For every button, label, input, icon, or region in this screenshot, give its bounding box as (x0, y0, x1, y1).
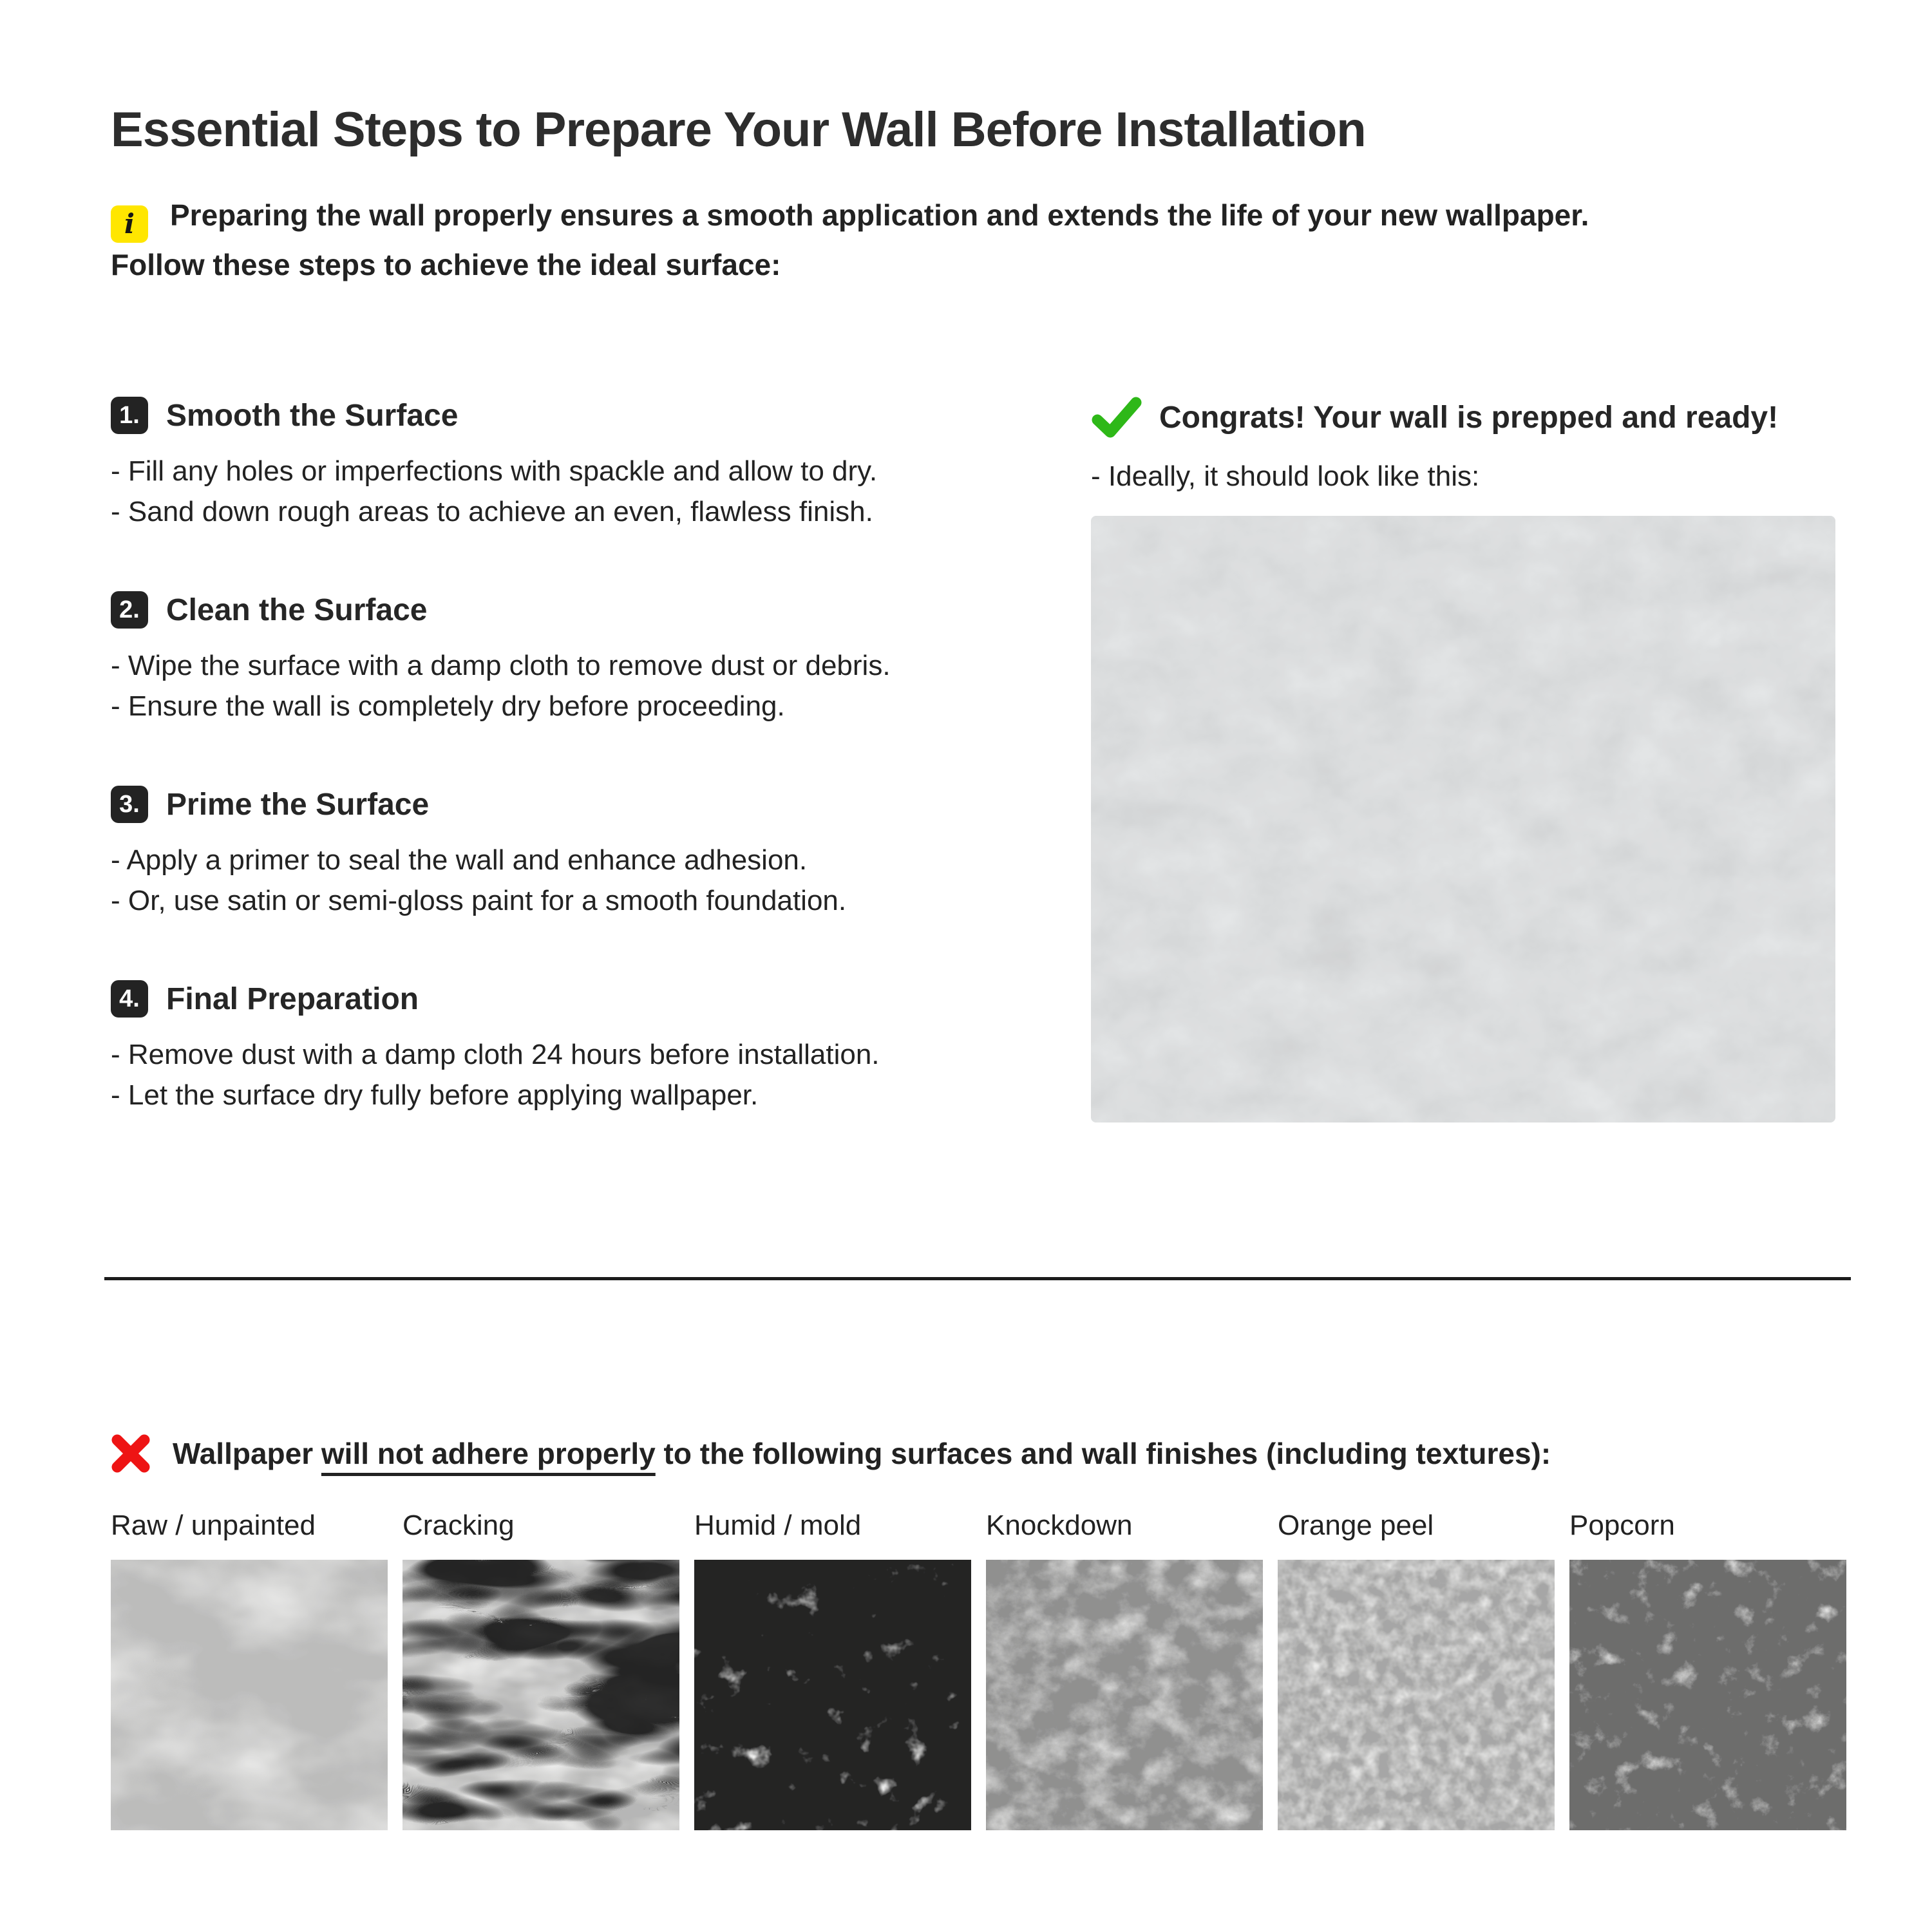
surface-label-humid-mold: Humid / mold (694, 1510, 862, 1541)
surface-label-cracking: Cracking (402, 1510, 515, 1541)
texture-popcorn-image (1569, 1560, 1846, 1830)
step-2-point-1: - Wipe the surface with a damp cloth to remove dust or debris. (111, 650, 891, 681)
step-2-header (111, 591, 1025, 629)
warning-prefix: Wallpaper (173, 1437, 321, 1470)
step-4-point-2: - Let the surface dry fully before applying wallpaper. (111, 1079, 759, 1111)
step-2-number-badge: 2. (111, 591, 148, 629)
step-4-point-1: - Remove dust with a damp cloth 24 hours before installation. (111, 1039, 880, 1070)
surface-label-knockdown: Knockdown (986, 1510, 1133, 1541)
success-column (1091, 397, 1838, 1122)
surface-popcorn (1569, 1510, 1846, 1830)
surface-cracking (402, 1510, 679, 1830)
step-3-point-1: - Apply a primer to seal the wall and enhance adhesion. (111, 844, 808, 876)
surface-orange-peel (1278, 1510, 1555, 1830)
step-smooth-surface (111, 397, 1025, 532)
texture-cracking-image (402, 1560, 679, 1830)
intro-paragraph (111, 193, 1862, 287)
check-icon (1091, 397, 1142, 438)
step-1-point-2: - Sand down rough areas to achieve an even, flawless finish. (111, 496, 873, 527)
info-icon: i (111, 205, 148, 243)
steps-list (111, 397, 1025, 1175)
step-prime-surface (111, 786, 1025, 921)
step-3-title: Prime the Surface (166, 787, 430, 822)
step-4-title: Final Preparation (166, 981, 419, 1016)
texture-knockdown-image (986, 1560, 1263, 1830)
warning-underlined-phrase: will not adhere properly (321, 1437, 656, 1470)
warning-suffix: to the following surfaces and wall finishes (including textures): (655, 1437, 1551, 1470)
step-1-number-badge: 1. (111, 397, 148, 434)
surface-humid-mold (694, 1510, 971, 1830)
step-3-point-2: - Or, use satin or semi-gloss paint for a smooth foundation. (111, 885, 847, 916)
texture-humid-mold-image (694, 1560, 971, 1830)
step-2-point-2: - Ensure the wall is completely dry before proceeding. (111, 690, 785, 722)
success-subtitle: - Ideally, it should look like this: (1091, 460, 1480, 492)
step-3-header (111, 786, 1025, 823)
intro-line-2: Follow these steps to achieve the ideal surface: (111, 248, 781, 281)
x-icon (111, 1434, 151, 1473)
section-divider (104, 1277, 1851, 1280)
intro-line-1: Preparing the wall properly ensures a smooth application and extends the life of your new wallpaper. (170, 198, 1589, 232)
surface-label-raw-unpainted: Raw / unpainted (111, 1510, 316, 1541)
texture-raw-unpainted-image (111, 1560, 388, 1830)
step-4-number-badge: 4. (111, 980, 148, 1018)
step-final-preparation (111, 980, 1025, 1115)
success-header (1091, 397, 1838, 438)
step-4-header (111, 980, 1025, 1018)
step-1-header (111, 397, 1025, 434)
step-1-point-1: - Fill any holes or imperfections with spackle and allow to dry. (111, 455, 878, 487)
step-clean-surface (111, 591, 1025, 726)
bad-surfaces-grid (111, 1510, 1846, 1830)
surface-raw-unpainted (111, 1510, 388, 1830)
surface-knockdown (986, 1510, 1263, 1830)
warning-text (173, 1436, 1551, 1471)
surface-label-popcorn: Popcorn (1569, 1510, 1675, 1541)
step-2-title: Clean the Surface (166, 592, 428, 627)
step-3-number-badge: 3. (111, 786, 148, 823)
surface-label-orange-peel: Orange peel (1278, 1510, 1434, 1541)
texture-orange-peel-image (1278, 1560, 1555, 1830)
step-1-title: Smooth the Surface (166, 398, 459, 433)
page-title: Essential Steps to Prepare Your Wall Before Installation (111, 102, 1366, 157)
warning-header (111, 1434, 1551, 1473)
ideal-wall-image (1091, 516, 1835, 1122)
success-title: Congrats! Your wall is prepped and ready! (1159, 400, 1779, 435)
